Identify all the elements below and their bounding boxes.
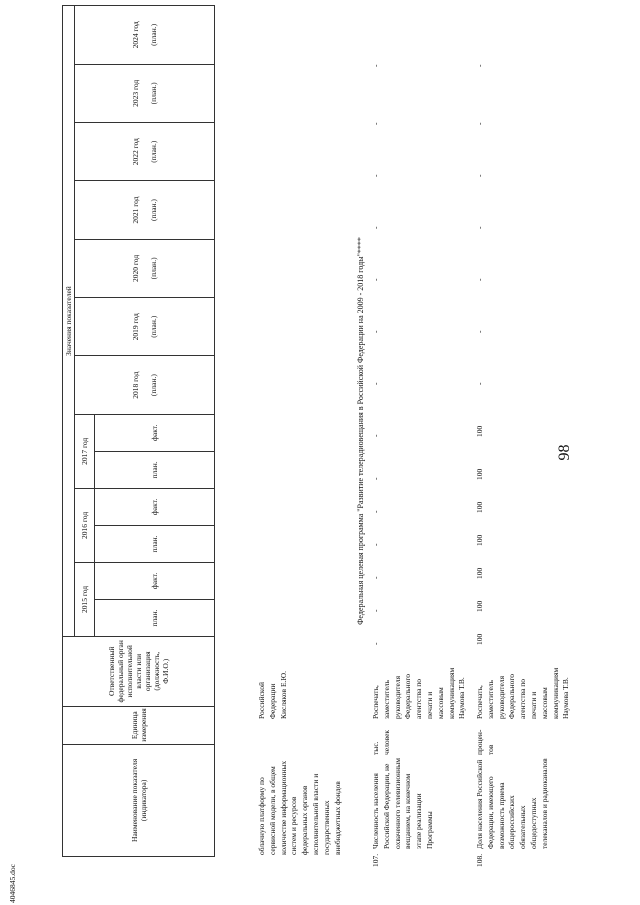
header-year-2023: 2023 год (план.)	[75, 64, 215, 122]
value-2020: -	[371, 330, 380, 333]
header-2015-fact: факт.	[95, 562, 215, 599]
header-2017-fact: факт.	[95, 414, 215, 451]
header-year-2018: 2018 год (план.)	[75, 356, 215, 414]
header-responsible: Ответственный федеральный орган исполнительной власти или организация (должность, Ф.И.О.)	[63, 637, 215, 707]
row-responsible: Роспечать, заместитель руководителя Федерального агентства по печати и массовым коммуникациям Наумова Т.В.	[475, 667, 571, 719]
value-2017-fact: 100	[475, 468, 484, 480]
value-2022: -	[371, 226, 380, 229]
value-2022: -	[475, 226, 484, 229]
value-2015-plan: -	[371, 642, 380, 645]
program-title: Федеральная целевая программа "Развитие телерадиовещания в Российской Федерации на 2009 - 2018 годы"****	[356, 237, 365, 625]
table-row	[473, 5, 583, 867]
value-2016-fact: 100	[475, 534, 484, 546]
value-2015-plan: 100	[475, 633, 484, 645]
document-id: 4046845.doc	[8, 864, 17, 903]
value-2021: -	[475, 278, 484, 281]
row-indicator: Численность населения Российской Федерации, не охваченного телевизионным вещанием, на конечном этапе реализации Программы	[371, 758, 434, 849]
value-2016-fact: -	[371, 543, 380, 546]
row-number: 107.	[371, 853, 380, 867]
header-2016-plan: план.	[95, 525, 215, 562]
carry-responsible: Российской Федерации Кисляков Е.Ю.	[257, 670, 288, 719]
value-2016-plan: 100	[475, 567, 484, 579]
header-2017-plan: план.	[95, 451, 215, 488]
row-number: 108.	[475, 853, 484, 867]
row-unit: тыс. человек	[371, 729, 391, 755]
value-2020: -	[475, 330, 484, 333]
value-2017-fact: -	[371, 477, 380, 480]
value-2019: -	[475, 382, 484, 385]
header-year-2022: 2022 год (план.)	[75, 123, 215, 181]
value-2017-plan: -	[371, 510, 380, 513]
value-2019: -	[371, 382, 380, 385]
value-2024: -	[475, 122, 484, 125]
header-year-2021: 2021 год (план.)	[75, 181, 215, 239]
page-number: 98	[556, 444, 573, 461]
value-extra: -	[371, 64, 380, 67]
row-unit: процен-тов	[475, 729, 495, 755]
carry-indicator: облачную платформу по сервисной модели, в общем количестве информационных систем и ресурсов федеральных органов исполнительной власти и государственных внебюджетных фондов	[257, 760, 342, 855]
value-2015-fact: 100	[475, 600, 484, 612]
header-year-2020: 2020 год (план.)	[75, 239, 215, 297]
table-body	[255, 5, 585, 867]
header-year-2017: 2017 год	[75, 414, 95, 488]
header-table	[62, 5, 215, 857]
header-indicator: Наименование показателя (индикатора)	[63, 744, 215, 856]
header-year-2024: 2024 год (план.)	[75, 6, 215, 65]
header-2016-fact: факт.	[95, 488, 215, 525]
header-values-title: Значения показателей	[63, 6, 75, 637]
header-2015-plan: план.	[95, 599, 215, 636]
value-2015-fact: -	[371, 609, 380, 612]
header-year-2019: 2019 год (план.)	[75, 298, 215, 356]
value-2018: 100	[475, 425, 484, 437]
value-extra: -	[475, 64, 484, 67]
value-2021: -	[371, 278, 380, 281]
value-2024: -	[371, 122, 380, 125]
value-2017-plan: 100	[475, 501, 484, 513]
value-2016-plan: -	[371, 576, 380, 579]
row-indicator: Доля населения Российской Федерации, имеющего возможность приема общероссийских обязательных общедоступных телеканалов и радиоканалов	[475, 758, 549, 849]
value-2023: -	[475, 174, 484, 177]
header-unit: Единица измерения	[63, 706, 215, 744]
header-year-2015: 2015 год	[75, 562, 95, 636]
header-year-2016: 2016 год	[75, 488, 95, 562]
row-responsible: Роспечать, заместитель руководителя Федерального агентства по печати и массовым коммуникациям Наумова Т.В.	[371, 667, 467, 719]
value-2023: -	[371, 174, 380, 177]
value-2018: -	[371, 434, 380, 437]
table-row	[369, 5, 469, 867]
